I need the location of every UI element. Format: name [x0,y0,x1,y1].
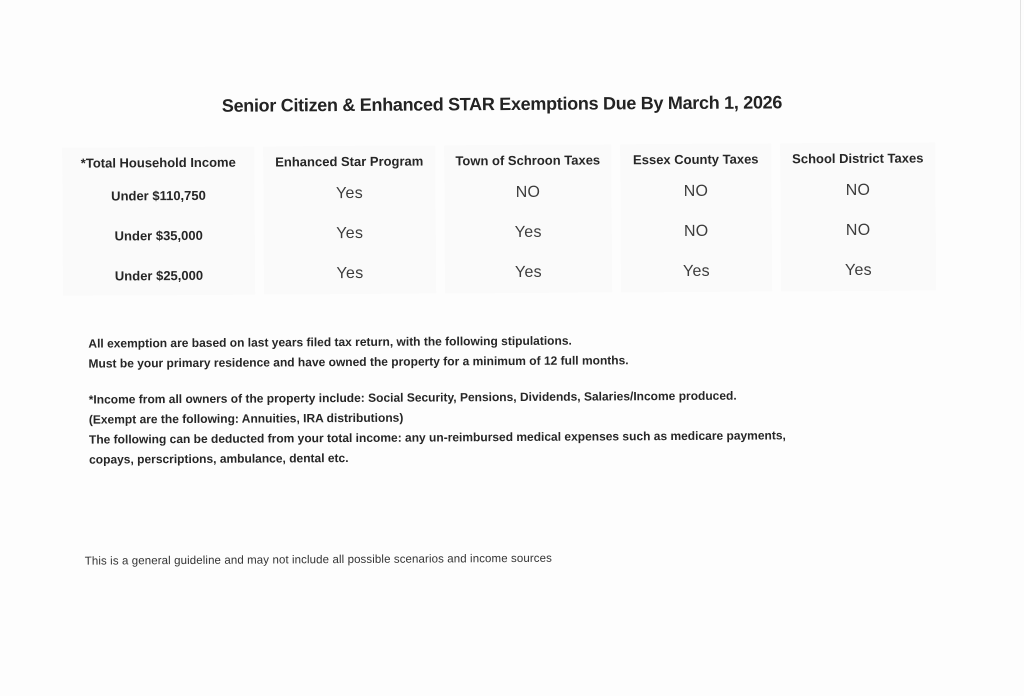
table-cell [780,170,935,211]
exemption-value: Yes [682,262,711,280]
stipulation-line-1: All exemption are based on last years filed tax return, with the following stipulations. [88,333,572,351]
income-definition-text: *Income from all owners of the property include: Social Security, Pensions, Dividends, Salaries/Income produced. (Exempt are the following: Annuities, IRA distributions) [88,388,737,427]
exemption-value: Yes [335,184,364,203]
table-cell [445,252,612,293]
table-cell [620,171,771,212]
table-cell [781,250,936,291]
table-row-income-bracket [63,215,255,256]
exemption-value: Yes [336,224,364,243]
disclaimer-text: This is a general guideline and may not include all possible scenarios and income sources [84,552,553,568]
exemption-value: NO [683,182,709,200]
exemption-value: NO [515,183,541,201]
table-row-income-bracket [62,175,254,216]
column-header-essex-county-taxes: Essex County Taxes [620,143,771,172]
table-cell [445,212,612,253]
column-header-school-district-taxes: School District Taxes [780,142,935,171]
income-rules-note [89,385,801,469]
income-bracket-label: Under $35,000 [114,227,203,243]
column-header-enhanced-star-program: Enhanced Star Program [263,145,435,174]
exemption-value: Yes [514,223,542,241]
income-bracket-label: Under $25,000 [114,267,204,283]
table-cell [444,172,611,213]
column-header-town-of-schroon-taxes: Town of Schroon Taxes [444,144,611,173]
table-cell [264,213,436,254]
stipulation-line-2: Must be your primary residence and have owned the property for a minimum of 12 full months. [88,353,629,371]
column-header-total-household-income: *Total Household Income [62,147,254,176]
page-title: Senior Citizen & Enhanced STAR Exemptions Due By March 1, 2026 [221,92,783,116]
exemption-value: NO [683,222,709,240]
income-bracket-label: Under $110,750 [111,187,206,203]
table-cell [781,210,936,251]
exemption-value: NO [845,221,871,239]
table-cell [264,253,436,294]
table-cell [621,211,772,252]
table-cell [621,251,772,292]
table-cell [263,173,435,214]
deductions-text: The following can be deducted from your total income: any un-reimbursed medical expenses such as medicare payments, copays, perscriptions, ambulance, dental etc. [88,428,786,467]
exemption-value: Yes [336,264,364,283]
exemption-value: Yes [514,263,543,281]
stipulations-note [88,330,628,373]
exemption-value: NO [845,181,871,199]
exemption-table [62,142,936,295]
exemption-value: Yes [844,261,873,279]
table-row-income-bracket [63,255,255,296]
